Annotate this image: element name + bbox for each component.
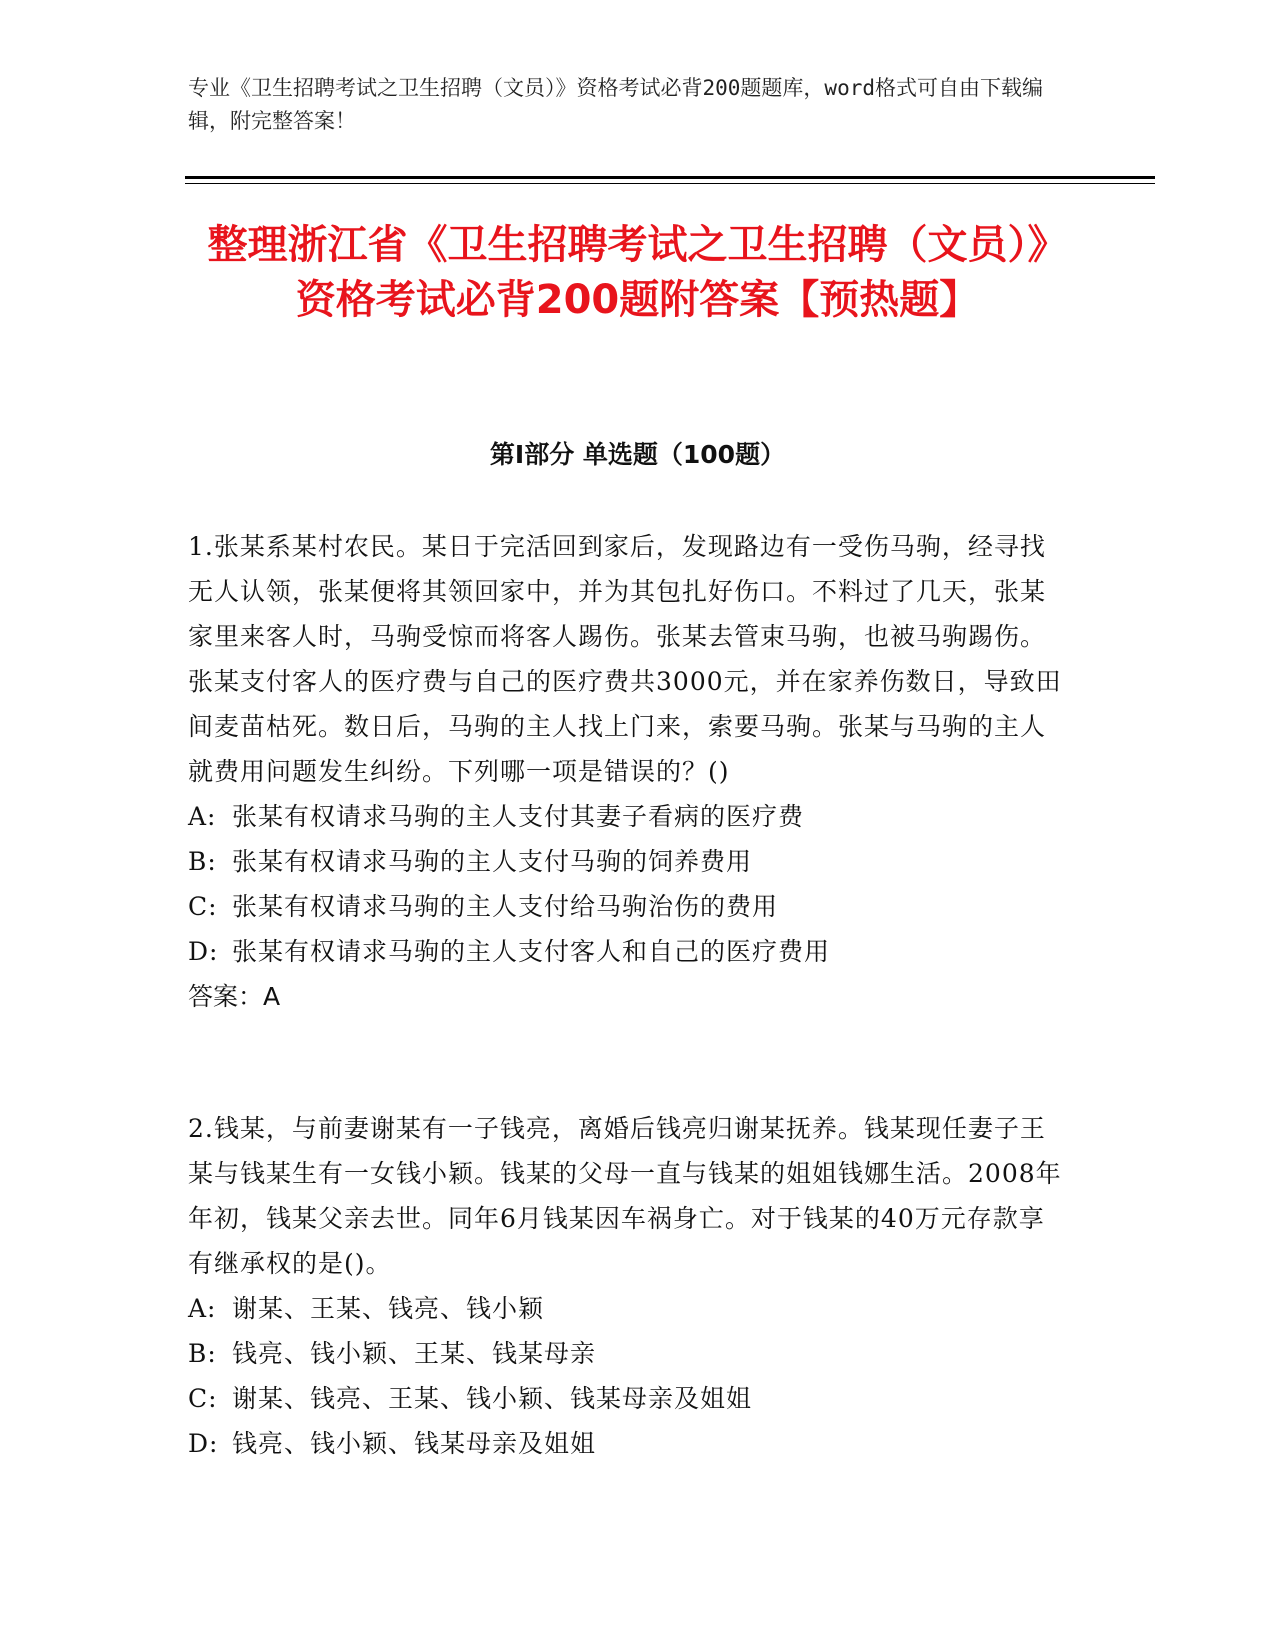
section-heading: 第I部分 单选题（100题） — [489, 440, 786, 469]
option-text: 张某有权请求马驹的主人支付马驹的饲养费用 — [232, 847, 753, 876]
header-note: 专业《卫生招聘考试之卫生招聘（文员）》资格考试必背200题题库，word格式可自由下载编辑，附完整答案！ — [188, 76, 1043, 133]
option-letter: B: — [188, 847, 217, 876]
option-c — [188, 1376, 1068, 1421]
option-c — [188, 884, 1068, 929]
option-text: 钱亮、钱小颖、钱某母亲及姐姐 — [232, 1429, 597, 1458]
option-b — [188, 1331, 1068, 1376]
option-d — [188, 1421, 1068, 1466]
option-b — [188, 839, 1068, 884]
question-text: 2.钱某，与前妻谢某有一子钱亮，离婚后钱亮归谢某抚养。钱某现任妻子王某与钱某生有一女钱小颖。钱某的父母一直与钱某的姐姐钱娜生活。2008年年初，钱某父亲去世。同年6月钱某因车祸身亡。对于钱某的40万元存款享有继承权的是()。 — [188, 1114, 1062, 1278]
option-letter: D: — [188, 937, 219, 966]
header-divider-thick — [185, 176, 1155, 179]
option-list — [188, 794, 1068, 974]
option-text: 谢某、王某、钱亮、钱小颖 — [232, 1294, 545, 1323]
question-1 — [188, 524, 1068, 1019]
answer-line: 答案：A — [188, 982, 281, 1011]
option-list — [188, 1286, 1068, 1466]
option-letter: B: — [188, 1339, 217, 1368]
option-text: 钱亮、钱小颖、王某、钱某母亲 — [232, 1339, 597, 1368]
option-letter: A: — [188, 1294, 217, 1323]
option-text: 张某有权请求马驹的主人支付客人和自己的医疗费用 — [232, 937, 831, 966]
option-text: 张某有权请求马驹的主人支付给马驹治伤的费用 — [232, 892, 779, 921]
option-letter: A: — [188, 802, 217, 831]
question-2 — [188, 1106, 1068, 1466]
option-letter: D: — [188, 1429, 219, 1458]
option-text: 谢某、钱亮、王某、钱小颖、钱某母亲及姐姐 — [232, 1384, 753, 1413]
option-a — [188, 794, 1068, 839]
header-divider-thin — [185, 183, 1155, 184]
option-a — [188, 1286, 1068, 1331]
option-text: 张某有权请求马驹的主人支付其妻子看病的医疗费 — [232, 802, 805, 831]
option-letter: C: — [188, 892, 218, 921]
option-d — [188, 929, 1068, 974]
question-text: 1.张某系某村农民。某日于完活回到家后，发现路边有一受伤马驹，经寻找无人认领，张某便将其领回家中，并为其包扎好伤口。不料过了几天，张某家里来客人时，马驹受惊而将客人踢伤。张某去管束马驹，也被马驹踢伤。张某支付客人的医疗费与自己的医疗费共3000元，并在家养伤数日，导致田间麦苗枯死。数日后，马驹的主人找上门来，索要马驹。张某与马驹的主人就费用问题发生纠纷。下列哪一项是错误的？() — [188, 532, 1062, 786]
option-letter: C: — [188, 1384, 218, 1413]
document-title: 整理浙江省《卫生招聘考试之卫生招聘（文员）》资格考试必背200题附答案【预热题】 — [207, 222, 1068, 323]
